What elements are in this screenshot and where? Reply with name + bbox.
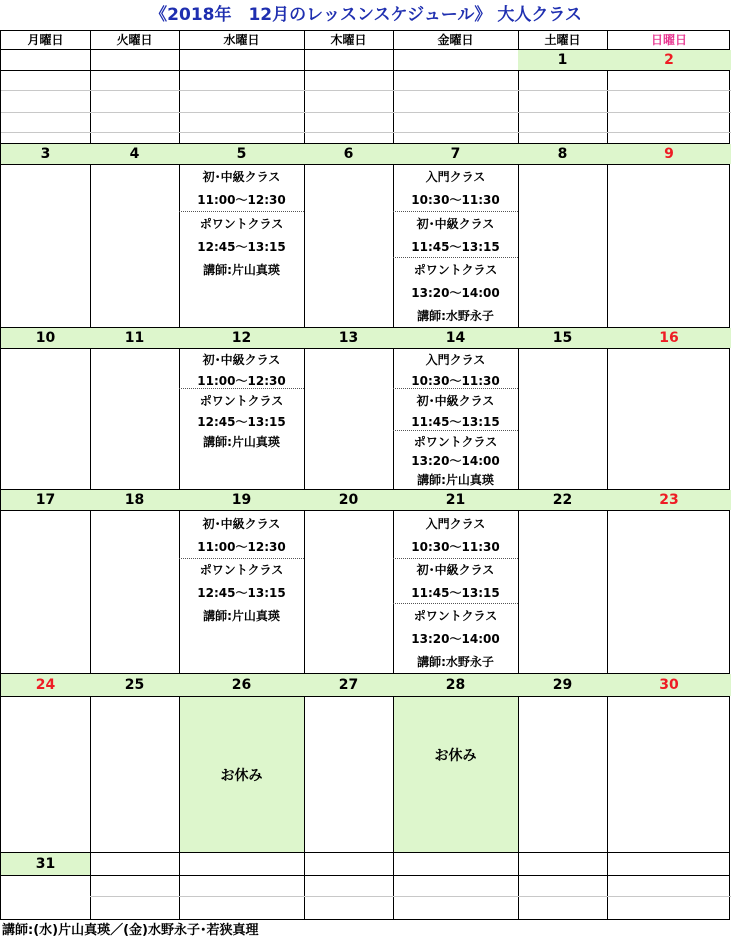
fri-time3: 13:20〜14:00 <box>411 286 500 300</box>
day-8: 8 <box>518 144 607 164</box>
wed-time1: 11:00〜12:30 <box>197 374 286 388</box>
day-28: 28 <box>393 674 518 696</box>
wed-teacher: 講師:片山真瑛 <box>203 435 280 449</box>
wed-class2: ポワントクラス <box>199 394 284 408</box>
fri-class3: ポワントクラス <box>413 263 498 277</box>
day-9: 9 <box>607 144 731 164</box>
calendar-grid <box>0 30 730 920</box>
fri-time2: 11:45〜13:15 <box>411 586 500 600</box>
day-18: 18 <box>90 490 179 510</box>
day-11: 11 <box>90 328 179 348</box>
fri-class1: 入門クラス <box>425 353 486 367</box>
fri-time2: 11:45〜13:15 <box>411 240 500 254</box>
day-5: 5 <box>179 144 304 164</box>
closed-label-wed: お休み <box>220 768 263 784</box>
day-7: 7 <box>393 144 518 164</box>
day-10: 10 <box>1 328 90 348</box>
wed-time2: 12:45〜13:15 <box>197 240 286 254</box>
fri-class1: 入門クラス <box>425 170 486 184</box>
day-23: 23 <box>607 490 731 510</box>
day-24: 24 <box>1 674 90 696</box>
day-31: 31 <box>1 853 90 875</box>
fri-time1: 10:30〜11:30 <box>411 193 500 207</box>
wed-time1: 11:00〜12:30 <box>197 193 286 207</box>
day-22: 22 <box>518 490 607 510</box>
day-14: 14 <box>393 328 518 348</box>
wed-class1: 初･中級クラス <box>202 517 281 531</box>
day-4: 4 <box>90 144 179 164</box>
weekday-header-fri: 金曜日 <box>437 33 474 47</box>
fri-time3: 13:20〜14:00 <box>411 454 500 468</box>
day-13: 13 <box>304 328 393 348</box>
wed-teacher: 講師:片山真瑛 <box>203 609 280 623</box>
footer-teachers: 講師:(水)片山真瑛／(金)水野永子･若狭真理 <box>2 923 259 938</box>
weekday-header-tue: 火曜日 <box>116 33 153 47</box>
fri-teacher: 講師:片山真瑛 <box>417 473 494 487</box>
day-30: 30 <box>607 674 731 696</box>
wed-time2: 12:45〜13:15 <box>197 586 286 600</box>
day-29: 29 <box>518 674 607 696</box>
fri-time1: 10:30〜11:30 <box>411 374 500 388</box>
weekday-header-sun: 日曜日 <box>650 33 687 47</box>
wed-teacher: 講師:片山真瑛 <box>203 263 280 277</box>
closed-cell-fri <box>394 697 518 852</box>
closed-label-fri: お休み <box>434 748 477 764</box>
day-25: 25 <box>90 674 179 696</box>
fri-time2: 11:45〜13:15 <box>411 415 500 429</box>
day-2: 2 <box>607 50 731 70</box>
wed-class2: ポワントクラス <box>199 217 284 231</box>
fri-time1: 10:30〜11:30 <box>411 540 500 554</box>
day-15: 15 <box>518 328 607 348</box>
fri-teacher: 講師:水野永子 <box>417 655 494 669</box>
day-20: 20 <box>304 490 393 510</box>
day-27: 27 <box>304 674 393 696</box>
fri-time3: 13:20〜14:00 <box>411 632 500 646</box>
weekday-header-thu: 木曜日 <box>330 33 367 47</box>
day-3: 3 <box>1 144 90 164</box>
fri-class1: 入門クラス <box>425 517 486 531</box>
fri-class2: 初･中級クラス <box>416 217 495 231</box>
fri-class3: ポワントクラス <box>413 609 498 623</box>
day-6: 6 <box>304 144 393 164</box>
day-26: 26 <box>179 674 304 696</box>
wed-class1: 初･中級クラス <box>202 170 281 184</box>
day-21: 21 <box>393 490 518 510</box>
fri-teacher: 講師:水野永子 <box>417 309 494 323</box>
day-17: 17 <box>1 490 90 510</box>
wed-time2: 12:45〜13:15 <box>197 415 286 429</box>
fri-class3: ポワントクラス <box>413 435 498 449</box>
wed-class2: ポワントクラス <box>199 563 284 577</box>
weekday-header-mon: 月曜日 <box>27 33 64 47</box>
day-19: 19 <box>179 490 304 510</box>
day-1: 1 <box>518 50 607 70</box>
fri-class2: 初･中級クラス <box>416 394 495 408</box>
day-12: 12 <box>179 328 304 348</box>
page-title: 《2018年 12月のレッスンスケジュール》 大人クラス <box>150 5 582 25</box>
fri-class2: 初･中級クラス <box>416 563 495 577</box>
day-16: 16 <box>607 328 731 348</box>
wed-time1: 11:00〜12:30 <box>197 540 286 554</box>
weekday-header-sat: 土曜日 <box>544 33 581 47</box>
wed-class1: 初･中級クラス <box>202 353 281 367</box>
weekday-header-wed: 水曜日 <box>223 33 260 47</box>
